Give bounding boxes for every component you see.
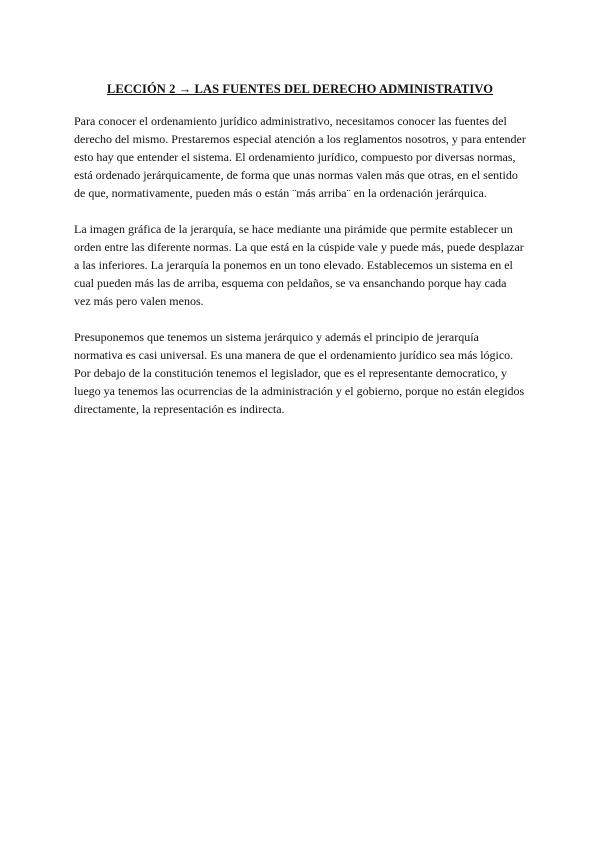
document-body bbox=[74, 112, 526, 436]
paragraph-2: La imagen gráfica de la jerarquía, se hace mediante una pirámide que permite establecer un orden entre las diferente normas. La que está en la cúspide vale y puede más, puede desplazar a las inferiores. La jerarquía la ponemos en un tono elevado. Establecemos un sistema en el cual pueden más las de arriba, esquema con peldaños, se va ensanchando porque hay cada vez más pero valen menos. bbox=[74, 222, 524, 308]
page-title: LECCIÓN 2 → LAS FUENTES DEL DERECHO ADMINISTRATIVO bbox=[106, 82, 494, 96]
paragraph-3: Presuponemos que tenemos un sistema jerárquico y además el principio de jerarquía normativa es casi universal. Es una manera de que el ordenamiento jurídico sea más lógico. Por debajo de la constitución tenemos el legislador, que es el representante democratico, y luego ya tenemos las ocurrencias de la administración y el gobierno, porque no están elegidos directamente, la representación es indirecta. bbox=[74, 330, 525, 416]
paragraph-1: Para conocer el ordenamiento jurídico administrativo, necesitamos conocer las fuentes del derecho del mismo. Prestaremos especial atención a los reglamentos nosotros, y para entender esto hay que entender el sistema. El ordenamiento jurídico, compuesto por diversas normas, está ordenado jerárquicamente, de forma que unas normas valen más que otras, en el sentido de que, normativamente, pueden más o están ¨más arriba¨ en la ordenación jerárquica. bbox=[74, 114, 526, 200]
